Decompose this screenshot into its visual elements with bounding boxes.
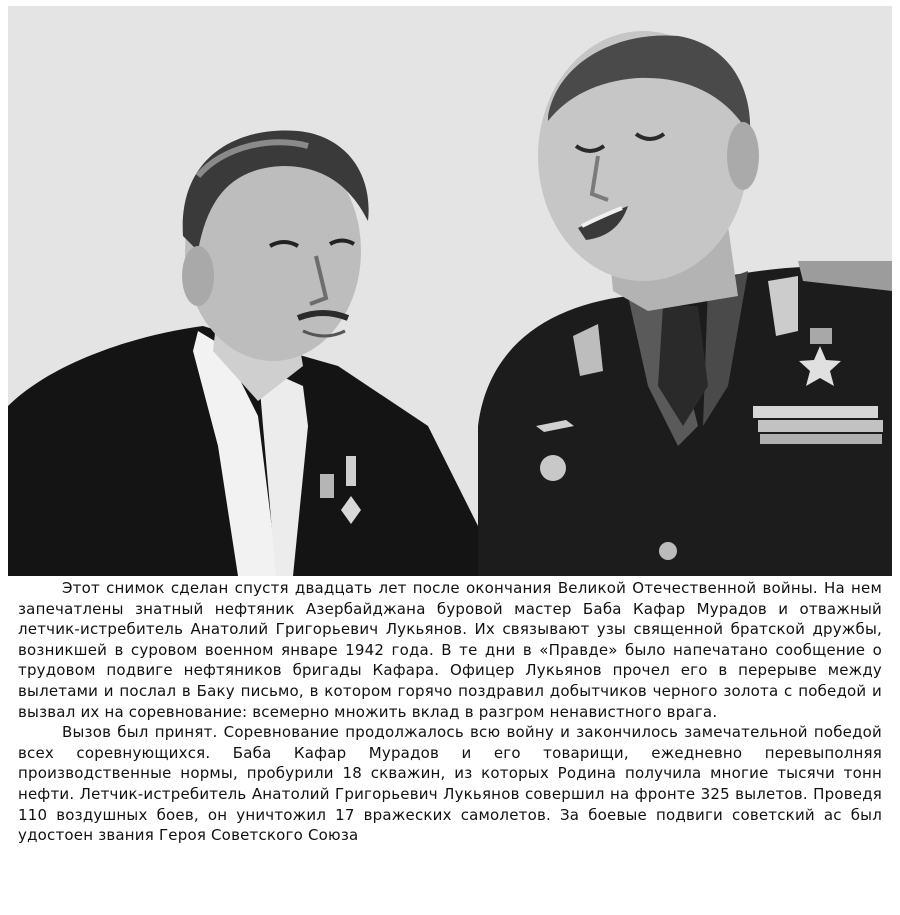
caption-paragraph-1: Этот снимок сделан спустя двадцать лет после окончания Великой Отечественной войны. На нем запечатлены знатный нефтяник Азербайджана буровой мастер Баба Кафар Мурадов и отважный летчик-истребитель Анатолий Григорьевич Лукьянов. Их связывают узы священной братской дружбы, возникшей в суровом военном январе 1942 года. В те дни в «Правде» было напечатано сообщение о трудовом подвиге нефтяников бригады Кафара. Офицер Лукьянов прочел его в перерыве между вылетами и послал в Баку письмо, в котором горячо поздравил добытчиков черного золота с победой и вызвал их на соревнование: всемерно множить вклад в разгром ненавистного врага. bbox=[18, 579, 882, 721]
caption-paragraph-2: Вызов был принят. Соревнование продолжалось всю войну и закончилось замечательной победой всех соревнующихся. Баба Кафар Мурадов и его товарищи, ежедневно перевыполняя производственные нормы, пробурили 18 скважин, из которых Родина получила многие тысячи тонн нефти. Летчик-истребитель Анатолий Григорьевич Лукьянов совершил на фронте 325 вылетов. Проведя 110 воздушных боев, он уничтожил 17 вражеских самолетов. За боевые подвиги советский ас был удостоен звания Героя Советского Союза bbox=[18, 723, 882, 845]
photo-caption bbox=[18, 578, 882, 846]
portrait-photo bbox=[8, 6, 892, 576]
